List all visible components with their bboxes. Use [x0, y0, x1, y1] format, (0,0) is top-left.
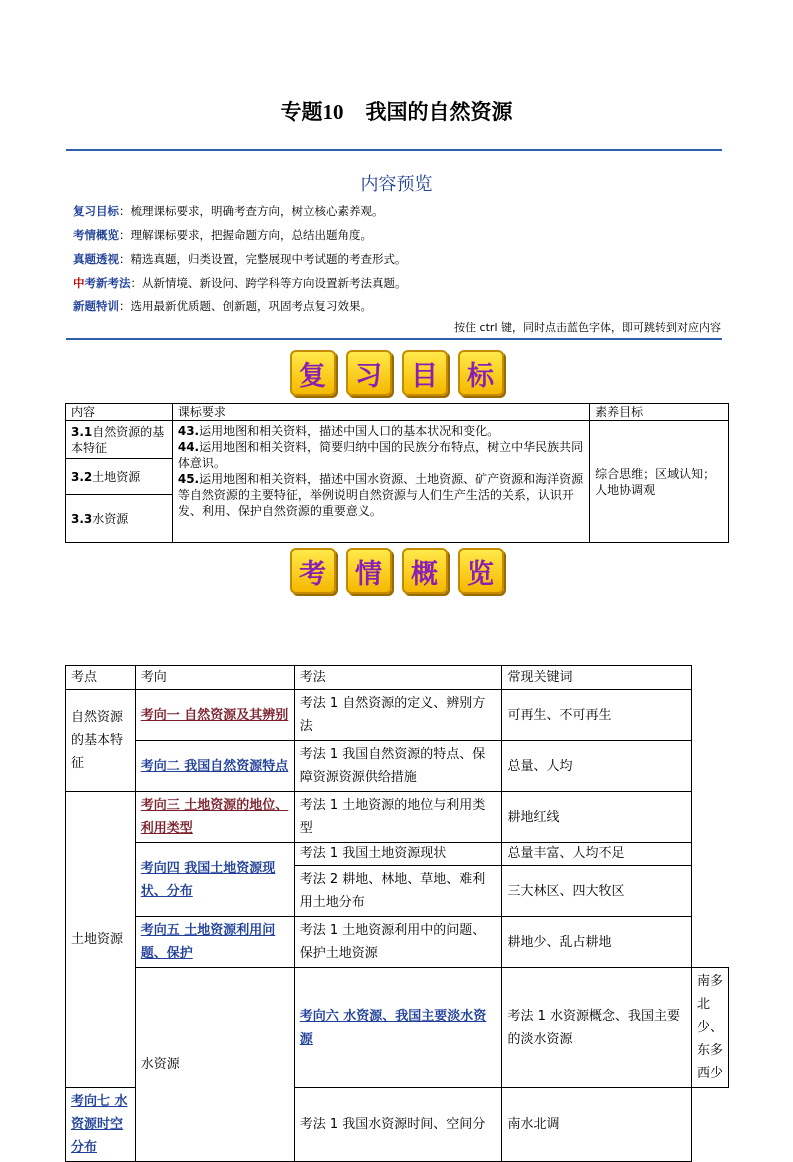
badge-char: 览	[458, 548, 504, 594]
curriculum-table	[65, 403, 729, 543]
preview-line-review-goal[interactable]: 复习目标：梳理课标要求，明确考查方向，树立核心素养观。	[73, 204, 384, 218]
header-content: 内容	[66, 404, 173, 421]
header-direction: 考向	[135, 666, 294, 690]
badge-char: 标	[458, 350, 504, 396]
point-cell: 土地资源	[66, 792, 136, 1088]
method-cell: 考法 1 我国水资源时间、空间分	[294, 1088, 502, 1162]
page-title: 专题10 我国的自然资源	[280, 99, 513, 124]
content-cell: 3.3水资源	[66, 495, 173, 543]
method-cell: 考法 1 水资源概念、我国主要的淡水资源	[502, 968, 692, 1088]
direction-link[interactable]: 考向三 土地资源的地位、利用类型	[135, 792, 294, 843]
content-cell: 3.2土地资源	[66, 459, 173, 495]
divider-top	[66, 149, 722, 151]
badge-char: 考	[290, 548, 336, 594]
preview-line-real-exam[interactable]: 真题透视：精选真题，归类设置，完整展现中考试题的考查形式。	[73, 252, 407, 266]
method-cell: 考法 1 土地资源的地位与利用类型	[294, 792, 502, 843]
requirement-cell: 43.运用地图和相关资料，描述中国人口的基本状况和变化。 44.运用地图和相关资料，简要归纳中国的民族分布特点，树立中华民族共同体意识。 45.运用地图和相关资料，描述中国水资源、土地资源、矿产资源和海洋资源等自然资源的主要特征，举例说明自然资源与人们生产生活的关系，认识开发、利用、保护自然资源的重要意义。	[172, 421, 589, 543]
badge-char: 概	[402, 548, 448, 594]
header-keywords: 常现关键词	[502, 666, 692, 690]
method-cell: 考法 1 自然资源的定义、辨别方法	[294, 690, 502, 741]
preview-line-new-training[interactable]: 新题特训：选用最新优质题、创新题，巩固考点复习效果。	[73, 299, 372, 313]
keywords-cell: 南水北调	[502, 1088, 692, 1162]
direction-link[interactable]: 考向四 我国土地资源现状、分布	[135, 843, 294, 917]
method-cell: 考法 2 耕地、林地、草地、难利用土地分布	[294, 866, 502, 917]
keywords-cell: 南多北少、东多西少	[692, 968, 729, 1088]
method-cell: 考法 1 土地资源利用中的问题、保护土地资源	[294, 917, 502, 968]
method-cell: 考法 1 我国自然资源的特点、保障资源资源供给措施	[294, 741, 502, 792]
header-requirement: 课标要求	[172, 404, 589, 421]
direction-link[interactable]: 考向一 自然资源及其辨别	[135, 690, 294, 741]
direction-link[interactable]: 考向六 水资源、我国主要淡水资源	[294, 968, 502, 1088]
literacy-cell: 综合思维；区域认知；人地协调观	[590, 421, 729, 543]
header-literacy: 素养目标	[590, 404, 729, 421]
point-cell: 自然资源的基本特征	[66, 690, 136, 792]
divider-preview	[66, 338, 722, 340]
point-cell: 水资源	[135, 968, 294, 1162]
keywords-cell: 耕地少、乱占耕地	[502, 917, 692, 968]
section-badge-review-goals	[0, 350, 793, 396]
exam-overview-table	[65, 665, 729, 1162]
direction-link[interactable]: 考向二 我国自然资源特点	[135, 741, 294, 792]
badge-char: 目	[402, 350, 448, 396]
keywords-cell: 三大林区、四大牧区	[502, 866, 692, 917]
content-cell: 3.1自然资源的基本特征	[66, 421, 173, 459]
ctrl-tip: 按住 ctrl 键，同时点击蓝色字体，即可跳转到对应内容	[454, 321, 721, 334]
keywords-cell: 总量、人均	[502, 741, 692, 792]
preview-line-new-method[interactable]: 中考新考法：从新情境、新设问、跨学科等方向设置新考法真题。	[73, 276, 407, 290]
section-badge-exam-overview	[0, 548, 793, 594]
badge-char: 情	[346, 548, 392, 594]
method-cell: 考法 1 我国土地资源现状	[294, 843, 502, 866]
header-point: 考点	[66, 666, 136, 690]
preview-line-exam-overview[interactable]: 考情概览：理解课标要求，把握命题方向，总结出题角度。	[73, 228, 372, 242]
header-method: 考法	[294, 666, 502, 690]
preview-heading: 内容预览	[360, 174, 433, 195]
keywords-cell: 总量丰富、人均不足	[502, 843, 692, 866]
keywords-cell: 耕地红线	[502, 792, 692, 843]
keywords-cell: 可再生、不可再生	[502, 690, 692, 741]
direction-link[interactable]: 考向七 水资源时空分布	[66, 1088, 136, 1162]
badge-char: 习	[346, 350, 392, 396]
direction-link[interactable]: 考向五 土地资源利用问题、保护	[135, 917, 294, 968]
badge-char: 复	[290, 350, 336, 396]
